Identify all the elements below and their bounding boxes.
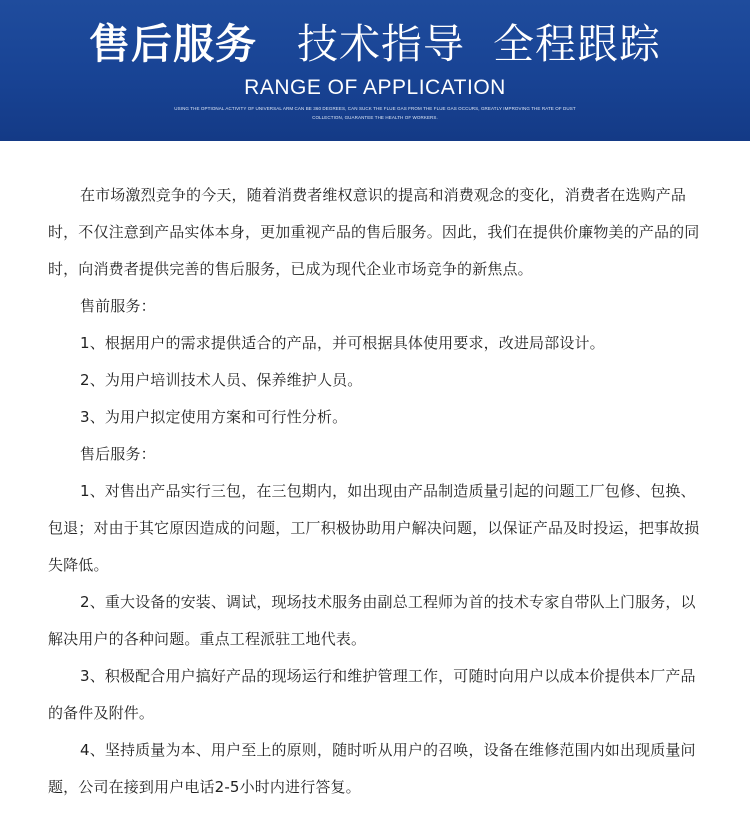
header-banner (0, 0, 750, 141)
presale-item: 3、为用户拟定使用方案和可行性分析。 (80, 408, 348, 426)
presale-item: 2、为用户培训技术人员、保养维护人员。 (80, 371, 363, 389)
banner-subtitle: RANGE OF APPLICATION (244, 76, 506, 99)
aftersale-item: 3、积极配合用户搞好产品的现场运行和维护管理工作，可随时向用户以成本价提供本厂产品的备件及附件。 (48, 667, 696, 722)
presale-heading: 售前服务： (80, 297, 156, 315)
banner-title-full-tracking: 全程跟踪 (493, 20, 661, 68)
service-content (48, 177, 708, 806)
banner-note: USING THE OPTIONAL ACTIVITY OF UNIVERSAL ARM CAN BE 360 DEGREES, CAN SUCK THE FLUE GAS FROM THE FLUE GAS OCCURS, GREATLY IMPROVING THE RATE OF DUST COLLECTION, GUARANTEE THE HEALTH OF WORKERS. (174, 106, 576, 120)
banner-title (0, 18, 750, 70)
banner-title-technical-guidance: 技术指导 (297, 20, 465, 68)
aftersale-heading: 售后服务： (80, 445, 156, 463)
banner-title-after-sales: 售后服务 (89, 20, 257, 68)
aftersale-item: 1、对售出产品实行三包，在三包期内，如出现由产品制造质量引起的问题工厂包修、包换、包退；对由于其它原因造成的问题，工厂积极协助用户解决问题，以保证产品及时投运，把事故损失降低。 (48, 482, 700, 574)
presale-item: 1、根据用户的需求提供适合的产品，并可根据具体使用要求，改进局部设计。 (80, 334, 605, 352)
intro-paragraph: 在市场激烈竞争的今天，随着消费者维权意识的提高和消费观念的变化，消费者在选购产品时，不仅注意到产品实体本身，更加重视产品的售后服务。因此，我们在提供价廉物美的产品的同时，向消费者提供完善的售后服务，已成为现代企业市场竞争的新焦点。 (48, 186, 700, 278)
aftersale-item: 4、坚持质量为本、用户至上的原则，随时听从用户的召唤，设备在维修范围内如出现质量问题，公司在接到用户电话2-5小时内进行答复。 (48, 741, 696, 796)
aftersale-item: 2、重大设备的安装、调试，现场技术服务由副总工程师为首的技术专家自带队上门服务，以解决用户的各种问题。重点工程派驻工地代表。 (48, 593, 696, 648)
